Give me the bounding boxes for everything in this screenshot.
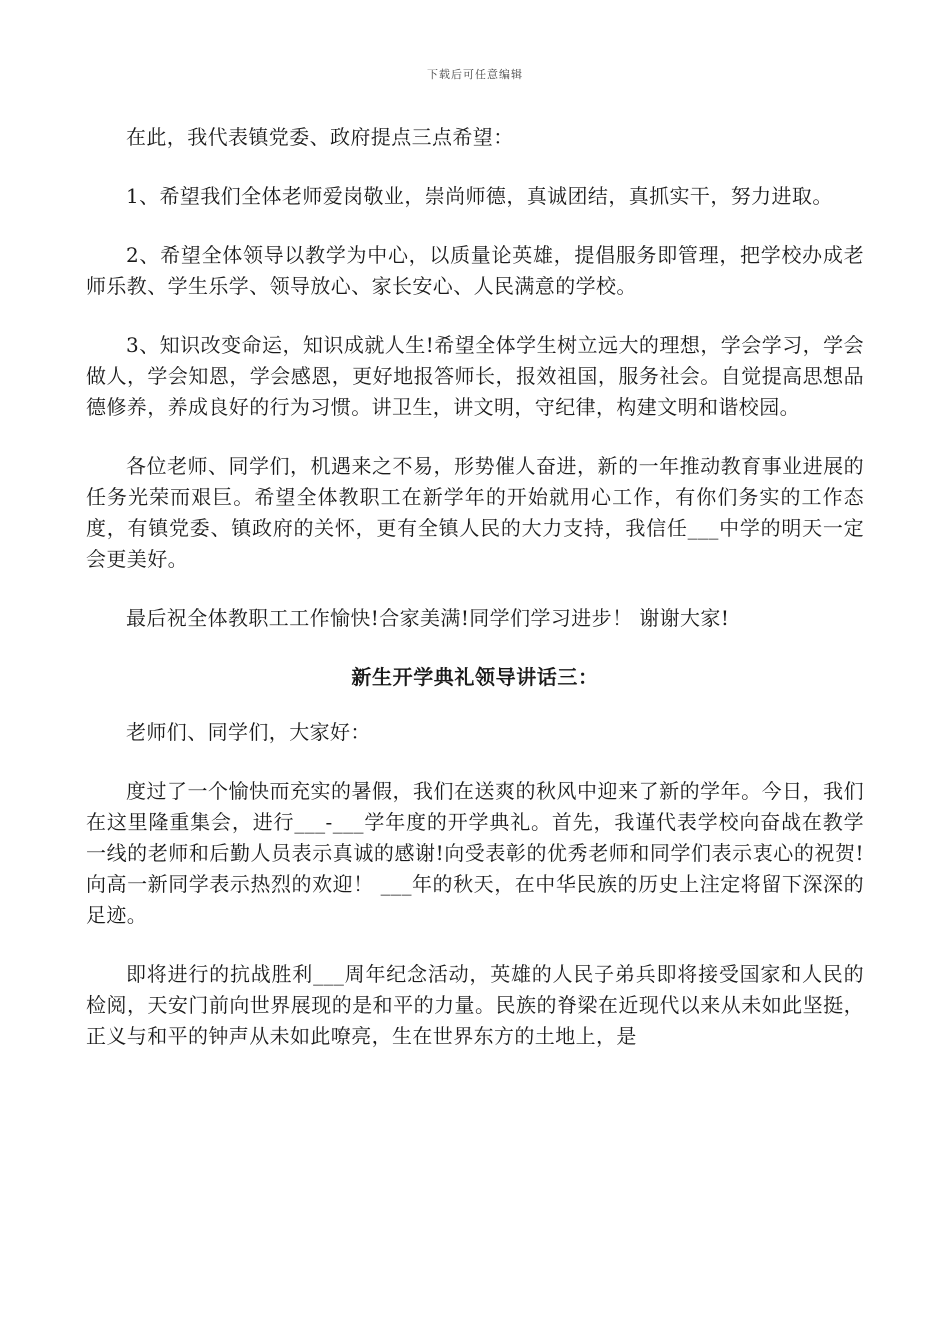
header-note: 下载后可任意编辑 — [427, 68, 523, 81]
paragraph-hope-3: 3、知识改变命运，知识成就人生!希望全体学生树立远大的理想，学会学习，学会做人，学会知恩，学会感恩，更好地报答师长，报效祖国，服务社会。自觉提高思想品德修养，养成良好的行为习惯。讲卫生，讲文明，守纪律，构建文明和谐校园。 — [86, 333, 864, 419]
paragraph-greeting: 老师们、同学们，大家好： — [126, 720, 371, 744]
paragraph-opening: 度过了一个愉快而充实的暑假，我们在送爽的秋风中迎来了新的学年。今日，我们在这里隆重集会，进行___-___学年度的开学典礼。首先，我谨代表学校向奋战在教学一线的老师和后勤人员表示真诚的感谢!向受表彰的优秀老师和同学们表示衷心的祝贺!向高一新同学表示热烈的欢迎！ ___年的秋天，在中华民族的历史上注定将留下深深的足迹。 — [86, 779, 864, 927]
paragraph-hope-2: 2、希望全体领导以教学为中心，以质量论英雄，提倡服务即管理，把学校办成老师乐教、学生乐学、领导放心、家长安心、人民满意的学校。 — [86, 243, 864, 298]
paragraph-final-wishes: 最后祝全体教职工工作愉快!合家美满!同学们学习进步！ 谢谢大家! — [126, 606, 730, 630]
document-body — [86, 122, 864, 1080]
paragraph-intro: 在此，我代表镇党委、政府提点三点希望： — [126, 125, 514, 149]
section-heading: 新生开学典礼领导讲话三： — [351, 665, 599, 689]
paragraph-closing-appeal: 各位老师、同学们，机遇来之不易，形势催人奋进，新的一年推动教育事业进展的任务光荣而艰巨。希望全体教职工在新学年的开始就用心工作，有你们务实的工作态度，有镇党委、镇政府的关怀，更有全镇人民的大力支持，我信任___中学的明天一定会更美好。 — [86, 454, 864, 571]
paragraph-anniversary: 即将进行的抗战胜利___周年纪念活动，英雄的人民子弟兵即将接受国家和人民的检阅，天安门前向世界展现的是和平的力量。民族的脊梁在近现代以来从未如此坚挺，正义与和平的钟声从未如此嘹亮，生在世界东方的土地上，是 — [86, 962, 864, 1048]
paragraph-hope-1: 1、希望我们全体老师爱岗敬业，崇尚师德，真诚团结，真抓实干，努力进取。 — [126, 184, 833, 208]
